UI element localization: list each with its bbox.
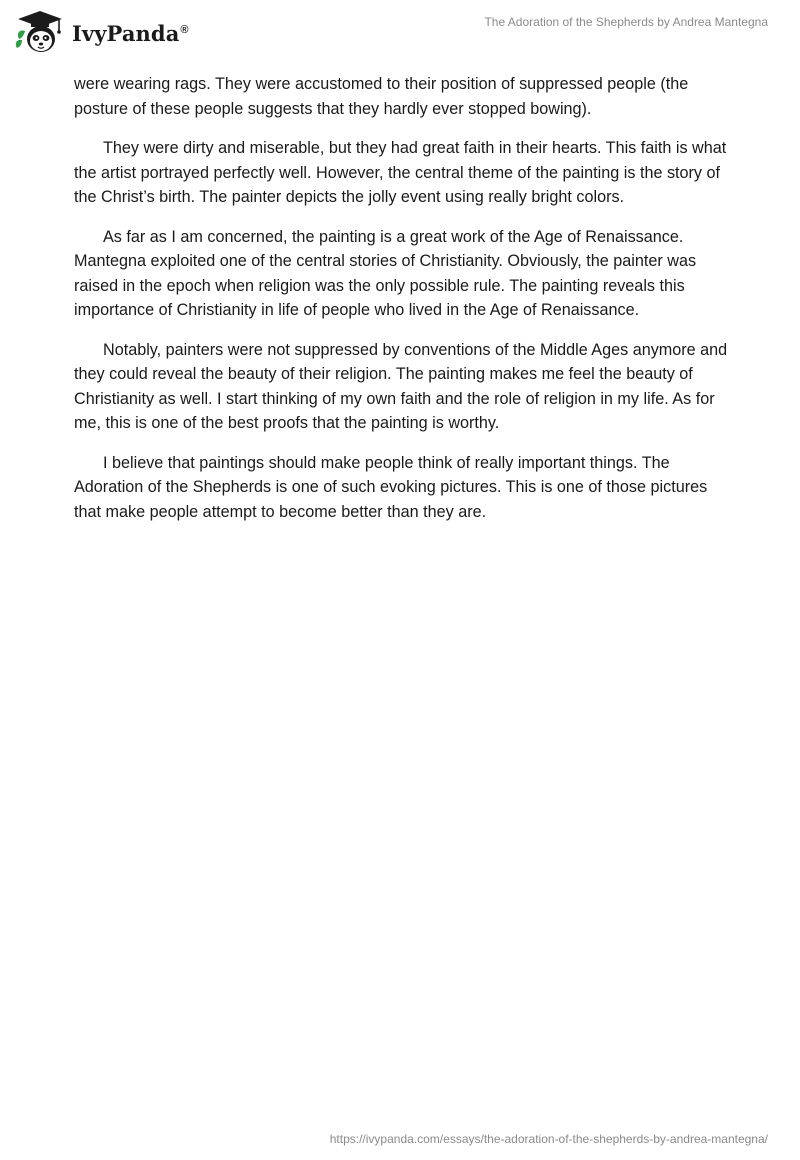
document-title: The Adoration of the Shepherds by Andrea Mantegna [484, 15, 768, 29]
paragraph: I believe that paintings should make people think of really important things. The Adoration of the Shepherds is one of such evoking pictures. This is one of those pictures that make people attempt to become better than they are. [74, 453, 708, 521]
paragraph-continued: were wearing rags. They were accustomed to their position of suppressed people (the posture of these people suggests that they hardly ever stopped bowing). [74, 75, 689, 118]
logo-wordmark: IvyPanda® [72, 20, 189, 46]
page-header [0, 0, 800, 64]
paragraph: Notably, painters were not suppressed by conventions of the Middle Ages anymore and they could reveal the beauty of their religion. The painting makes me feel the beauty of Christianity as well. I start thinking of my own faith and the role of religion in my life. As for me, this is one of the best proofs that the painting is worthy. [74, 340, 728, 432]
source-url-link[interactable]: https://ivypanda.com/essays/the-adoration-of-the-shepherds-by-andrea-mantegna/ [329, 1132, 768, 1146]
registered-mark: ® [180, 23, 189, 36]
ivypanda-logo[interactable] [14, 8, 189, 56]
paragraph: They were dirty and miserable, but they had great faith in their hearts. This faith is what the artist portrayed perfectly well. However, the central theme of the painting is the story of the Christ’s birth. The painter depicts the jolly event using really bright colors. [74, 139, 727, 206]
panda-graduate-icon [14, 9, 66, 55]
paragraph: As far as I am concerned, the painting is a great work of the Age of Renaissance. Mantegna exploited one of the central stories of Christianity. Obviously, the painter was raised in the epoch when religion was the only possible rule. The painting reveals this importance of Christianity in life of people who lived in the Age of Renaissance. [74, 227, 697, 319]
essay-body [74, 72, 734, 539]
